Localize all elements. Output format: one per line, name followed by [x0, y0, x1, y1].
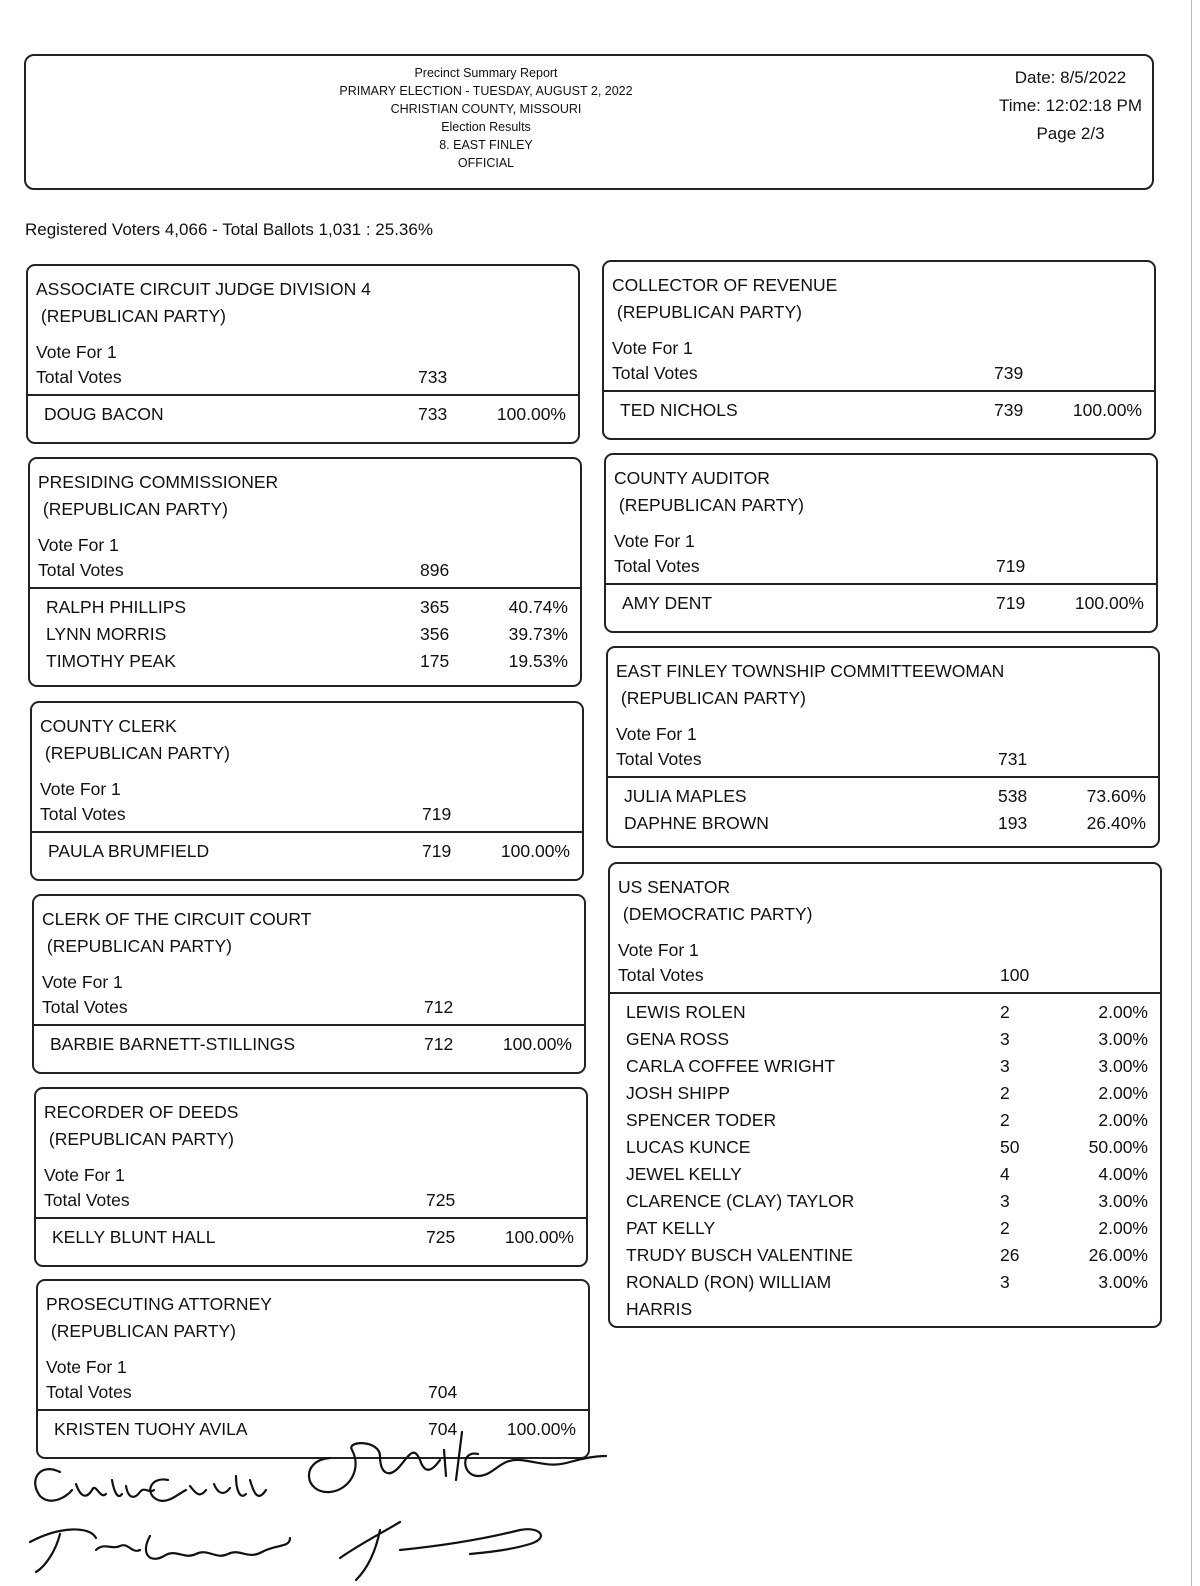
- race-title: PROSECUTING ATTORNEY: [46, 1294, 272, 1314]
- candidate-row: [610, 1191, 1160, 1218]
- candidate-row: [28, 404, 578, 431]
- race-clerk-circuit-court: [32, 894, 586, 1074]
- race-township-committeewoman: [606, 646, 1160, 848]
- report-header: [24, 54, 1154, 190]
- total-votes-value: 739: [994, 363, 1024, 383]
- race-party: (REPUBLICAN PARTY): [44, 1129, 234, 1149]
- candidate-name: CLARENCE (CLAY) TAYLOR: [626, 1191, 855, 1211]
- candidate-row: [610, 1083, 1160, 1110]
- candidate-percent: 26.40%: [1086, 813, 1146, 833]
- candidate-row: [608, 786, 1158, 813]
- candidate-percent: 100.00%: [496, 404, 566, 424]
- report-date: Date: 8/5/2022: [1014, 68, 1127, 87]
- candidate-row: [32, 841, 582, 868]
- race-party: (REPUBLICAN PARTY): [614, 495, 804, 515]
- candidate-votes: 733: [418, 404, 448, 424]
- vote-for-label: Vote For 1: [618, 940, 699, 960]
- divider: [610, 992, 1160, 994]
- total-votes-label: Total Votes: [618, 965, 704, 985]
- divider: [32, 831, 582, 833]
- vote-for-label: Vote For 1: [36, 342, 117, 362]
- candidate-percent: 26.00%: [1088, 1245, 1148, 1265]
- race-title: RECORDER OF DEEDS: [44, 1102, 239, 1122]
- total-votes-value: 704: [428, 1382, 458, 1402]
- vote-for-label: Vote For 1: [44, 1165, 125, 1185]
- candidate-votes: 26: [1000, 1245, 1020, 1265]
- candidate-row: [610, 1002, 1160, 1029]
- candidate-percent: 39.73%: [508, 624, 568, 644]
- candidate-votes: 704: [428, 1419, 458, 1439]
- candidate-name: JEWEL KELLY: [626, 1164, 742, 1184]
- vote-for-label: Vote For 1: [614, 531, 695, 551]
- signature-3: [309, 1432, 606, 1492]
- candidate-name: TIMOTHY PEAK: [46, 651, 176, 671]
- candidate-votes: 2: [1000, 1083, 1010, 1103]
- divider: [36, 1217, 586, 1219]
- race-presiding-commissioner: [28, 457, 582, 687]
- registered-voters-summary: Registered Voters 4,066 - Total Ballots 1,031 : 25.36%: [25, 220, 433, 239]
- candidate-percent: 2.00%: [1098, 1110, 1148, 1130]
- candidate-row: [610, 1245, 1160, 1272]
- candidate-name: AMY DENT: [622, 593, 713, 613]
- candidate-percent: 2.00%: [1098, 1218, 1148, 1238]
- candidate-row: [610, 1110, 1160, 1137]
- race-county-auditor: [604, 453, 1158, 633]
- candidate-name: PAT KELLY: [626, 1218, 716, 1238]
- total-votes-value: 733: [418, 367, 448, 387]
- report-title-block: [276, 64, 696, 172]
- candidate-row: [604, 400, 1154, 427]
- race-title: COUNTY CLERK: [40, 716, 177, 736]
- candidate-votes: 2: [1000, 1002, 1010, 1022]
- total-votes-value: 719: [996, 556, 1026, 576]
- candidate-name: GENA ROSS: [626, 1029, 730, 1049]
- candidate-percent: 73.60%: [1086, 786, 1146, 806]
- total-votes-label: Total Votes: [616, 749, 702, 769]
- candidate-row: [608, 813, 1158, 840]
- precinct-name: 8. EAST FINLEY: [439, 138, 533, 152]
- candidate-name: CARLA COFFEE WRIGHT: [626, 1056, 836, 1076]
- candidate-name: SPENCER TODER: [626, 1110, 777, 1130]
- candidate-name: PAULA BRUMFIELD: [48, 841, 210, 861]
- vote-for-label: Vote For 1: [612, 338, 693, 358]
- candidate-row: [36, 1227, 586, 1254]
- candidate-name: KELLY BLUNT HALL: [52, 1227, 216, 1247]
- candidate-percent: 3.00%: [1098, 1191, 1148, 1211]
- race-us-senator: [608, 862, 1162, 1328]
- candidate-votes: 712: [424, 1034, 454, 1054]
- candidate-row: [610, 1272, 1160, 1299]
- total-votes-label: Total Votes: [42, 997, 128, 1017]
- divider: [30, 587, 580, 589]
- race-associate-circuit-judge: [26, 264, 580, 444]
- candidate-percent: 19.53%: [508, 651, 568, 671]
- candidate-votes: 2: [1000, 1110, 1010, 1130]
- vote-for-label: Vote For 1: [46, 1357, 127, 1377]
- candidate-votes: 719: [996, 593, 1026, 613]
- total-votes-value: 731: [998, 749, 1028, 769]
- candidate-name: LYNN MORRIS: [46, 624, 167, 644]
- page-number: Page 2/3: [1036, 124, 1105, 143]
- candidate-votes: 193: [998, 813, 1028, 833]
- candidate-votes: 3: [1000, 1191, 1010, 1211]
- report-time: Time: 12:02:18 PM: [999, 96, 1142, 115]
- vote-for-label: Vote For 1: [42, 972, 123, 992]
- divider: [28, 394, 578, 396]
- candidate-row: [610, 1137, 1160, 1164]
- page-edge: [1191, 0, 1192, 1586]
- candidate-percent: 3.00%: [1098, 1272, 1148, 1292]
- election-name: PRIMARY ELECTION - TUESDAY, AUGUST 2, 2022: [339, 84, 633, 98]
- candidate-percent: 100.00%: [1074, 593, 1144, 613]
- candidate-votes: 725: [426, 1227, 456, 1247]
- vote-for-label: Vote For 1: [40, 779, 121, 799]
- candidate-name: LEWIS ROLEN: [626, 1002, 746, 1022]
- candidate-percent: 100.00%: [504, 1227, 574, 1247]
- race-title: PRESIDING COMMISSIONER: [38, 472, 279, 492]
- candidate-votes: 739: [994, 400, 1024, 420]
- vote-for-label: Vote For 1: [38, 535, 119, 555]
- candidate-name: KRISTEN TUOHY AVILA: [54, 1419, 248, 1439]
- candidate-percent: 40.74%: [508, 597, 568, 617]
- total-votes-label: Total Votes: [44, 1190, 130, 1210]
- race-party: (REPUBLICAN PARTY): [40, 743, 230, 763]
- candidate-row: [610, 1164, 1160, 1191]
- race-party: (REPUBLICAN PARTY): [42, 936, 232, 956]
- divider: [606, 583, 1156, 585]
- candidate-row: [610, 1299, 1160, 1326]
- total-votes-label: Total Votes: [614, 556, 700, 576]
- race-party: (REPUBLICAN PARTY): [612, 302, 802, 322]
- candidate-name: TRUDY BUSCH VALENTINE: [626, 1245, 853, 1265]
- candidate-votes: 3: [1000, 1056, 1010, 1076]
- total-votes-value: 712: [424, 997, 454, 1017]
- official-label: OFFICIAL: [457, 156, 515, 170]
- candidate-percent: 100.00%: [1072, 400, 1142, 420]
- signature-2: [30, 1529, 290, 1572]
- candidate-votes: 538: [998, 786, 1028, 806]
- divider: [608, 776, 1158, 778]
- signature-4: [340, 1522, 541, 1580]
- race-party: (DEMOCRATIC PARTY): [618, 904, 813, 924]
- candidate-row: [30, 624, 580, 651]
- candidate-name: JOSH SHIPP: [626, 1083, 731, 1103]
- candidate-percent: 2.00%: [1098, 1002, 1148, 1022]
- candidate-votes: 356: [420, 624, 450, 644]
- race-county-clerk: [30, 701, 584, 881]
- race-collector-of-revenue: [602, 260, 1156, 440]
- candidate-percent: 100.00%: [506, 1419, 576, 1439]
- candidate-percent: 50.00%: [1088, 1137, 1148, 1157]
- candidate-row: [606, 593, 1156, 620]
- candidate-row: [30, 597, 580, 624]
- candidate-name: TED NICHOLS: [620, 400, 738, 420]
- total-votes-value: 725: [426, 1190, 456, 1210]
- candidate-votes: 50: [1000, 1137, 1020, 1157]
- county-name: CHRISTIAN COUNTY, MISSOURI: [390, 102, 582, 116]
- results-label: Election Results: [441, 120, 531, 134]
- race-title: CLERK OF THE CIRCUIT COURT: [42, 909, 312, 929]
- total-votes-label: Total Votes: [46, 1382, 132, 1402]
- report-title: Precinct Summary Report: [414, 66, 558, 80]
- candidate-votes: 3: [1000, 1029, 1010, 1049]
- total-votes-label: Total Votes: [612, 363, 698, 383]
- candidate-percent: 4.00%: [1098, 1164, 1148, 1184]
- divider: [34, 1024, 584, 1026]
- race-party: (REPUBLICAN PARTY): [616, 688, 806, 708]
- race-recorder-of-deeds: [34, 1087, 588, 1267]
- race-title: COLLECTOR OF REVENUE: [612, 275, 838, 295]
- race-title: EAST FINLEY TOWNSHIP COMMITTEEWOMAN: [616, 661, 1005, 681]
- candidate-row: [610, 1056, 1160, 1083]
- race-title: COUNTY AUDITOR: [614, 468, 770, 488]
- candidate-percent: 3.00%: [1098, 1029, 1148, 1049]
- report-meta: [999, 64, 1142, 148]
- candidate-percent: 3.00%: [1098, 1056, 1148, 1076]
- candidate-votes: 2: [1000, 1218, 1010, 1238]
- candidate-name: HARRIS: [626, 1299, 693, 1319]
- candidate-row: [610, 1029, 1160, 1056]
- candidate-votes: 365: [420, 597, 450, 617]
- signature-1: [35, 1469, 266, 1501]
- candidate-row: [30, 651, 580, 678]
- candidate-name: BARBIE BARNETT-STILLINGS: [50, 1034, 296, 1054]
- total-votes-label: Total Votes: [36, 367, 122, 387]
- race-party: (REPUBLICAN PARTY): [36, 306, 226, 326]
- vote-for-label: Vote For 1: [616, 724, 697, 744]
- race-party: (REPUBLICAN PARTY): [46, 1321, 236, 1341]
- candidate-percent: 2.00%: [1098, 1083, 1148, 1103]
- candidate-name: DOUG BACON: [44, 404, 164, 424]
- total-votes-value: 719: [422, 804, 452, 824]
- total-votes-value: 100: [1000, 965, 1030, 985]
- divider: [604, 390, 1154, 392]
- race-title: US SENATOR: [618, 877, 731, 897]
- race-party: (REPUBLICAN PARTY): [38, 499, 228, 519]
- handwritten-signatures: [0, 1410, 640, 1586]
- candidate-votes: 4: [1000, 1164, 1010, 1184]
- candidate-name: LUCAS KUNCE: [626, 1137, 751, 1157]
- candidate-name: JULIA MAPLES: [624, 786, 747, 806]
- candidate-votes: 719: [422, 841, 452, 861]
- candidate-votes: 175: [420, 651, 450, 671]
- candidate-name: DAPHNE BROWN: [624, 813, 769, 833]
- total-votes-value: 896: [420, 560, 450, 580]
- candidate-name: RALPH PHILLIPS: [46, 597, 187, 617]
- candidate-row: [34, 1034, 584, 1061]
- candidate-row: [610, 1218, 1160, 1245]
- candidate-votes: 3: [1000, 1272, 1010, 1292]
- candidate-percent: 100.00%: [500, 841, 570, 861]
- candidate-percent: 100.00%: [502, 1034, 572, 1054]
- candidate-name: RONALD (RON) WILLIAM: [626, 1272, 832, 1292]
- total-votes-label: Total Votes: [40, 804, 126, 824]
- race-title: ASSOCIATE CIRCUIT JUDGE DIVISION 4: [36, 279, 371, 299]
- total-votes-label: Total Votes: [38, 560, 124, 580]
